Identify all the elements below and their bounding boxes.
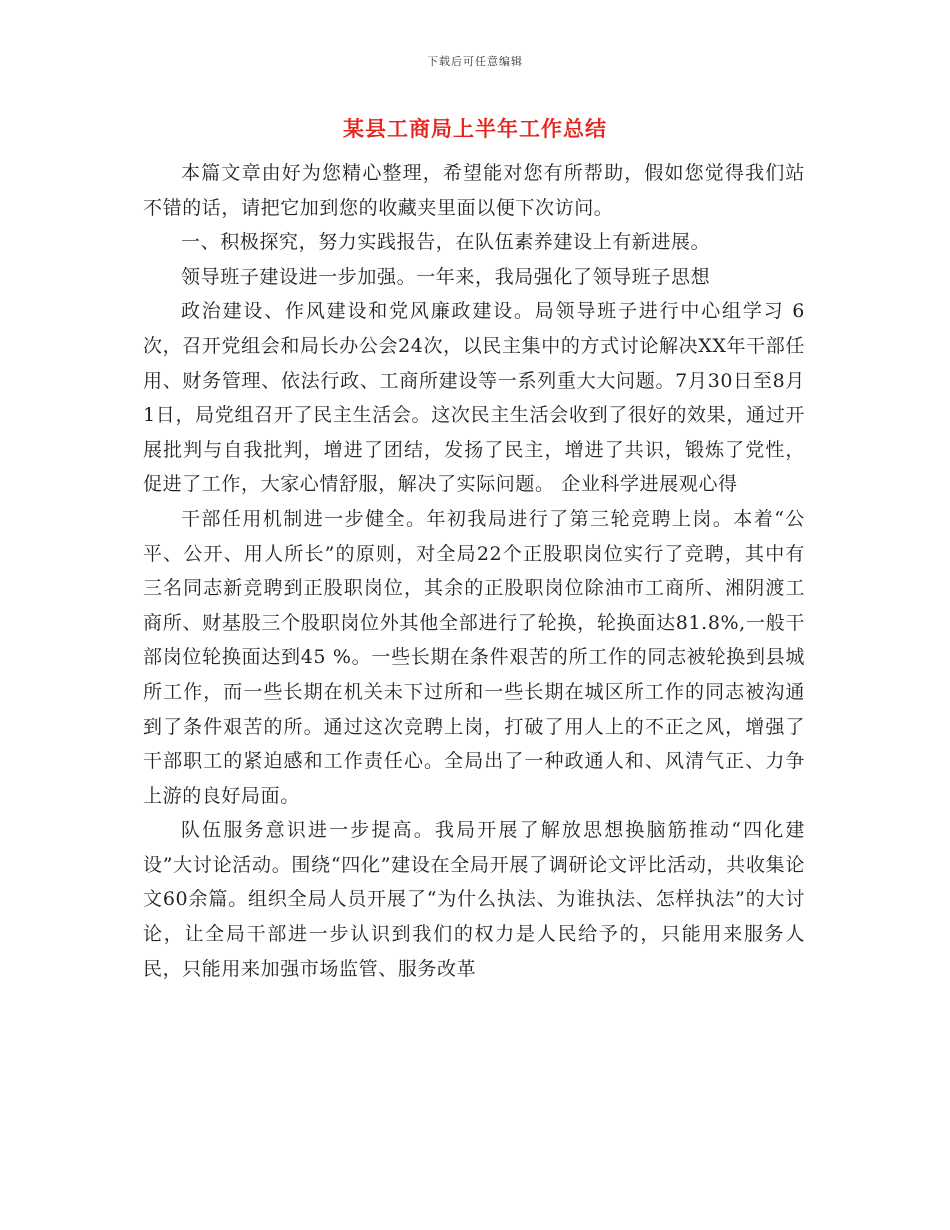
document-title: 某县工商局上半年工作总结 [343,116,607,141]
header-note: 下载后可任意编辑 [427,55,523,68]
document-body [143,156,805,986]
paragraph-intro: 本篇文章由好为您精心整理，希望能对您有所帮助，假如您觉得我们站不错的话，请把它加到您的收藏夹里面以便下次访问。 [143,162,805,219]
paragraph-leadership-lead: 领导班子建设进一步加强。一年来，我局强化了领导班子思想 [181,265,711,288]
paragraph-section-heading: 一、积极探究，努力实践报告，在队伍素养建设上有新进展。 [181,231,711,254]
paragraph-service-awareness: 队伍服务意识进一步提高。我局开展了解放思想换脑筋推动“四化建设”大讨论活动。围绕“四化”建设在全局开展了调研论文评比活动，共收集论文60余篇。组织全局人员开展了“为什么执法、为谁执法、怎样执法”的大讨论，让全局干部进一步认识到我们的权力是人民给予的，只能用来服务人民，只能用来加强市场监管、服务改革 [143,819,805,980]
paragraph-cadre-appointment: 干部任用机制进一步健全。年初我局进行了第三轮竞聘上岗。本着“公平、公开、用人所长”的原则，对全局22个正股职岗位实行了竞聘，其中有三名同志新竞聘到正股职岗位，其余的正股职岗位除油市工商所、湘阴渡工商所、财基股三个股职岗位外其他全部进行了轮换，轮换面达81.8%,一般干部岗位轮换面达到45 %。一些长期在条件艰苦的所工作的同志被轮换到县城所工作，而一些长期在机关未下过所和一些长期在城区所工作的同志被沟通到了条件艰苦的所。通过这次竞聘上岗，打破了用人上的不正之风，增强了干部职工的紧迫感和工作责任心。全局出了一种政通人和、风清气正、力争上游的良好局面。 [143,507,805,807]
paragraph-leadership-body: 政治建设、作风建设和党风廉政建设。局领导班子进行中心组学习 6 次，召开党组会和局长办公会24次，以民主集中的方式讨论解决XX年干部任用、财务管理、依法行政、工商所建设等一系列重大大问题。7月30日至8月1日，局党组召开了民主生活会。这次民主生活会收到了很好的效果，通过开展批判与自我批判，增进了团结，发扬了民主，增进了共识，锻炼了党性，促进了工作，大家心情舒服，解决了实际问题。 企业科学进展观心得 [143,300,805,496]
